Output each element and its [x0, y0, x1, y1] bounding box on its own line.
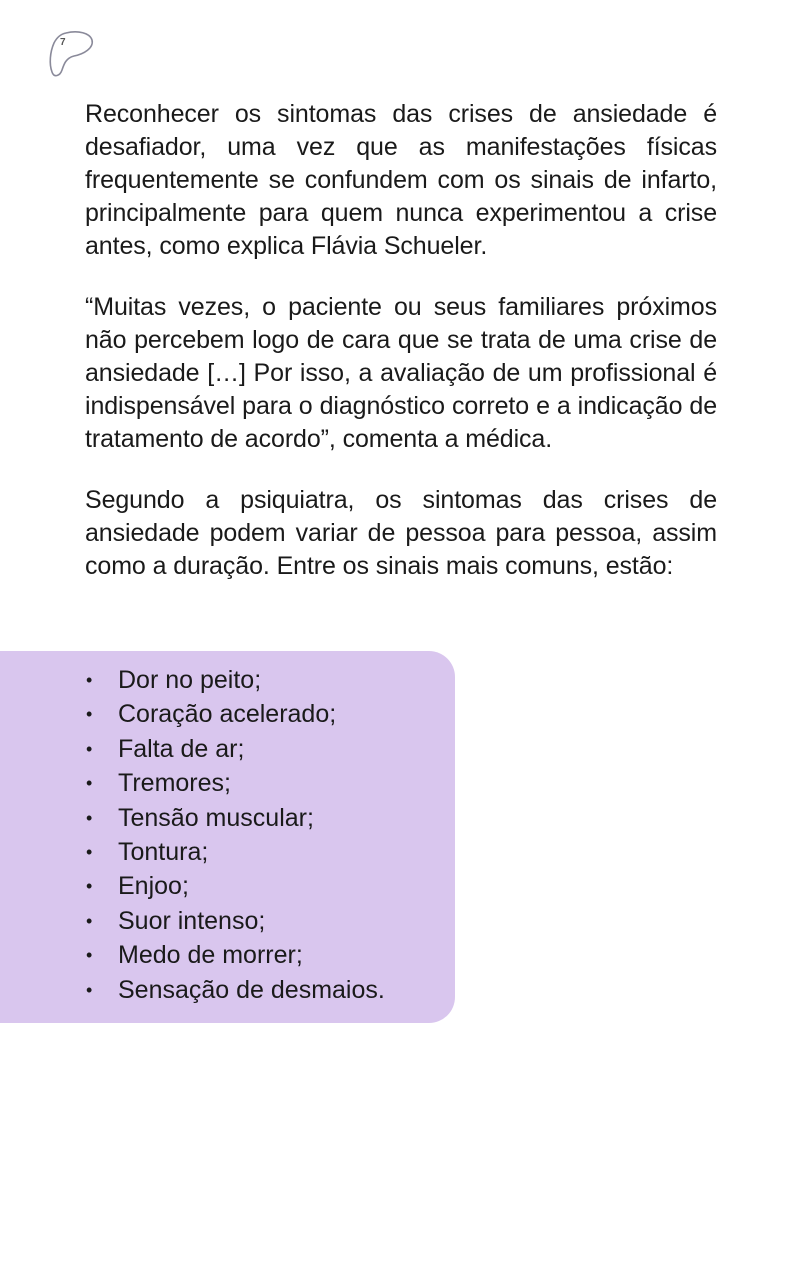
paragraph-intro: Reconhecer os sintomas das crises de ansiedade é desafiador, uma vez que as manifestações físicas frequentemente se confundem com os sinais de infarto, principalmente para quem nunca experimentou a crise antes, como explica Flávia Schueler. — [85, 100, 717, 260]
list-item — [86, 766, 385, 800]
list-item — [86, 973, 385, 1007]
list-item — [86, 697, 385, 731]
symptom-label: Tontura; — [118, 838, 209, 867]
article-body — [85, 98, 717, 611]
bullet-icon: • — [86, 910, 93, 931]
list-item — [86, 869, 385, 903]
list-item — [86, 732, 385, 766]
list-item — [86, 801, 385, 835]
symptom-label: Tremores; — [118, 769, 231, 798]
bullet-icon: • — [86, 876, 93, 897]
paragraph-quote: “Muitas vezes, o paciente ou seus familiares próximos não percebem logo de cara que se trata de uma crise de ansiedade […] Por isso, a avaliação de um profissional é indispensável para o diagnóstico correto e a indicação de tratamento de acordo”, comenta a médica. — [85, 293, 717, 453]
symptom-label: Medo de morrer; — [118, 941, 303, 970]
symptom-label: Sensação de desmaios. — [118, 975, 385, 1004]
page-number-badge — [44, 28, 96, 80]
bullet-icon: • — [86, 842, 93, 863]
symptom-list — [86, 663, 385, 1007]
bullet-icon: • — [86, 979, 93, 1000]
symptom-label: Coração acelerado; — [118, 700, 337, 729]
bullet-icon: • — [86, 773, 93, 794]
symptom-label: Dor no peito; — [118, 666, 262, 694]
bullet-icon: • — [86, 807, 93, 828]
bullet-icon: • — [86, 704, 93, 725]
symptom-label: Suor intenso; — [118, 906, 266, 935]
list-item — [86, 663, 385, 697]
list-item — [86, 938, 385, 972]
list-item — [86, 904, 385, 938]
symptom-label: Tensão muscular; — [118, 803, 314, 832]
list-item — [86, 835, 385, 869]
symptom-label: Enjoo; — [118, 872, 189, 901]
page-number: 7 — [60, 37, 66, 48]
paragraph-symptoms-lead: Segundo a psiquiatra, os sintomas das crises de ansiedade podem variar de pessoa para pessoa, assim como a duração. Entre os sinais mais comuns, estão: — [85, 486, 717, 580]
bullet-icon: • — [86, 945, 93, 966]
bullet-icon: • — [86, 738, 93, 759]
symptom-label: Falta de ar; — [118, 734, 245, 763]
symptom-list-box — [0, 651, 455, 1023]
bullet-icon: • — [86, 670, 93, 690]
page-badge-shape-icon — [44, 28, 96, 80]
